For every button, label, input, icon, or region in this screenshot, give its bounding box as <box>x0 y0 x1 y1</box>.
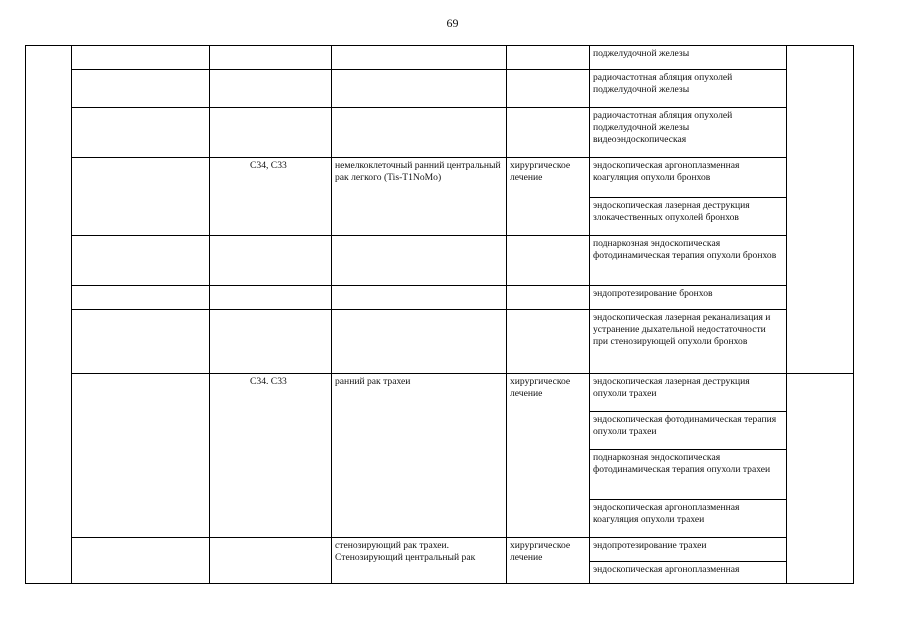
treatment-type-cell <box>507 310 590 374</box>
cost-cell <box>787 374 854 584</box>
table-row <box>26 70 854 108</box>
profile-cell <box>72 286 210 310</box>
treatment-type-cell <box>507 286 590 310</box>
number-cell <box>26 374 72 584</box>
cost-cell <box>787 46 854 374</box>
treatment-type-cell: хирургическое лечение <box>507 538 590 584</box>
method-cell: эндоскопическая лазерная деструкция злокачественных опухолей бронхов <box>590 198 787 236</box>
table-row <box>26 374 854 412</box>
code-cell <box>210 286 332 310</box>
diagnosis-cell <box>332 108 507 158</box>
profile-cell <box>72 236 210 286</box>
diagnosis-cell <box>332 236 507 286</box>
profile-cell <box>72 46 210 70</box>
table-row <box>26 46 854 70</box>
number-cell <box>26 46 72 374</box>
table-row <box>26 108 854 158</box>
table-row <box>26 158 854 198</box>
code-cell <box>210 46 332 70</box>
treatment-type-cell <box>507 46 590 70</box>
diagnosis-cell: немелкоклеточный ранний центральный рак легкого (Tis-T1NoMo) <box>332 158 507 236</box>
method-cell: эндоскопическая фотодинамическая терапия опухоли трахеи <box>590 412 787 450</box>
code-cell <box>210 538 332 584</box>
code-cell <box>210 108 332 158</box>
profile-cell <box>72 70 210 108</box>
method-cell: эндоскопическая аргоноплазменная коагуляция опухоли трахеи <box>590 500 787 538</box>
method-cell: эндопротезирование трахеи <box>590 538 787 562</box>
diagnosis-cell <box>332 46 507 70</box>
treatment-table <box>25 45 854 584</box>
method-cell: эндоскопическая лазерная реканализация и устранение дыхательной недостаточности при стенозирующей опухоли бронхов <box>590 310 787 374</box>
method-cell: поднаркозная эндоскопическая фотодинамическая терапия опухоли трахеи <box>590 450 787 500</box>
code-cell <box>210 236 332 286</box>
diagnosis-cell: стенозирующий рак трахеи. Стенозирующий центральный рак <box>332 538 507 584</box>
method-cell: эндоскопическая аргоноплазменная коагуляция опухоли бронхов <box>590 158 787 198</box>
profile-cell <box>72 108 210 158</box>
code-cell: С34. С33 <box>210 374 332 538</box>
method-cell: поджелудочной железы <box>590 46 787 70</box>
treatment-type-cell: хирургическое лечение <box>507 374 590 538</box>
table-row <box>26 538 854 562</box>
table-row <box>26 236 854 286</box>
code-cell: С34, С33 <box>210 158 332 236</box>
profile-cell <box>72 374 210 538</box>
diagnosis-cell: ранний рак трахеи <box>332 374 507 538</box>
treatment-type-cell <box>507 108 590 158</box>
method-cell: эндопротезирование бронхов <box>590 286 787 310</box>
method-cell: поднаркозная эндоскопическая фотодинамическая терапия опухоли бронхов <box>590 236 787 286</box>
treatment-type-cell <box>507 236 590 286</box>
table-row <box>26 310 854 374</box>
method-cell: эндоскопическая аргоноплазменная <box>590 562 787 584</box>
table-row <box>26 286 854 310</box>
method-cell: радиочастотная абляция опухолей поджелудочной железы видеоэндоскопическая <box>590 108 787 158</box>
treatment-type-cell <box>507 70 590 108</box>
method-cell: радиочастотная абляция опухолей поджелудочной железы <box>590 70 787 108</box>
diagnosis-cell <box>332 70 507 108</box>
profile-cell <box>72 310 210 374</box>
code-cell <box>210 70 332 108</box>
profile-cell <box>72 158 210 236</box>
treatment-type-cell: хирургическое лечение <box>507 158 590 236</box>
diagnosis-cell <box>332 310 507 374</box>
code-cell <box>210 310 332 374</box>
diagnosis-cell <box>332 286 507 310</box>
profile-cell <box>72 538 210 584</box>
page-number: 69 <box>446 16 459 30</box>
method-cell: эндоскопическая лазерная деструкция опухоли трахеи <box>590 374 787 412</box>
